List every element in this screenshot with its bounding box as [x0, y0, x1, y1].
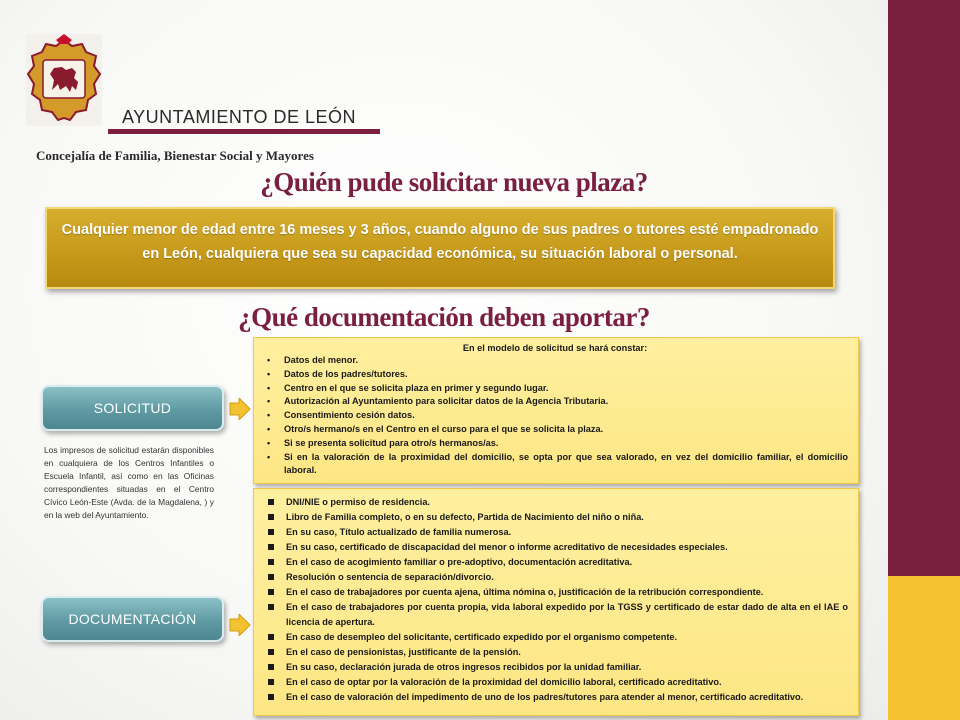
lion-crest-icon [26, 34, 102, 126]
solicitud-items-list [262, 354, 848, 478]
solicitud-button[interactable]: SOLICITUD [41, 385, 224, 431]
list-item: En el caso de optar por la valoración de la proximidad del domicilio laboral, certificado acreditativo. [262, 675, 848, 690]
list-item: DNI/NIE o permiso de residencia. [262, 495, 848, 510]
arrow-right-icon [229, 614, 251, 636]
list-item: Libro de Familia completo, o en su defecto, Partida de Nacimiento del niño o niña. [262, 510, 848, 525]
forms-availability-note: Los impresos de solicitud estarán disponibles en cualquiera de los Centros Infantiles o Escuela Infantil, así como en las Oficinas correspondientes situadas en el Centro Cívico León-Este (Avda. de la Magdalena, ) y en la web del Ayuntamiento. [44, 445, 214, 520]
list-item: • Datos de los padres/tutores. [262, 368, 848, 382]
side-accent-decoration [888, 576, 960, 720]
section-title-who: ¿Quién pude solicitar nueva plaza? [260, 167, 648, 197]
eligibility-box [45, 207, 835, 289]
list-item: • Autorización al Ayuntamiento para solicitar datos de la Agencia Tributaria. [262, 395, 848, 409]
section-title-docs: ¿Qué documentación deben aportar? [238, 302, 650, 332]
solicitud-details-title: En el modelo de solicitud se hará constar: [462, 343, 648, 353]
list-item: • Si se presenta solicitud para otro/s hermanos/as. [262, 437, 848, 451]
list-item: Resolución o sentencia de separación/divorcio. [262, 570, 848, 585]
list-item: • Si en la valoración de la proximidad del domicilio, se opta por que sea valorado, en vez del domicilio familiar, el domicilio laboral. [262, 451, 848, 479]
documentacion-details-box [253, 488, 859, 716]
brand-divider [108, 129, 380, 134]
list-item: • Consentimiento cesión datos. [262, 409, 848, 423]
list-item: En el caso de pensionistas, justificante de la pensión. [262, 645, 848, 660]
organization-name: AYUNTAMIENTO DE LEÓN [122, 107, 357, 127]
documentacion-items-list [262, 495, 848, 705]
documentacion-button[interactable]: DOCUMENTACIÓN [41, 596, 224, 642]
list-item: En el caso de trabajadores por cuenta ajena, última nómina o, justificación de la retribución correspondiente. [262, 585, 848, 600]
department-name: Concejalía de Familia, Bienestar Social y Mayores [36, 148, 314, 163]
arrow-right-icon [229, 398, 251, 420]
list-item: • Datos del menor. [262, 354, 848, 368]
list-item: En su caso, Título actualizado de familia numerosa. [262, 525, 848, 540]
list-item: En su caso, certificado de discapacidad del menor o informe acreditativo de necesidades especiales. [262, 540, 848, 555]
list-item: En el caso de trabajadores por cuenta propia, vida laboral expedido por la TGSS y certificado de estar dado de alta en el IAE o licencia de apertura. [262, 600, 848, 630]
list-item: En el caso de valoración del impedimento de uno de los padres/tutores para atender al menor, certificado acreditativo. [262, 690, 848, 705]
list-item: En caso de desempleo del solicitante, certificado expedido por el organismo competente. [262, 630, 848, 645]
solicitud-details-box [253, 337, 859, 484]
list-item: • Otro/s hermano/s en el Centro en el curso para el que se solicita la plaza. [262, 423, 848, 437]
list-item: En el caso de acogimiento familiar o pre-adoptivo, documentación acreditativa. [262, 555, 848, 570]
list-item: En su caso, declaración jurada de otros ingresos recibidos por la unidad familiar. [262, 660, 848, 675]
eligibility-text: Cualquier menor de edad entre 16 meses y 3 años, cuando alguno de sus padres o tutores esté empadronado en León, cualquiera que sea su capacidad económica, su situación laboral o personal. [61, 222, 819, 262]
list-item: • Centro en el que se solicita plaza en primer y segundo lugar. [262, 382, 848, 396]
